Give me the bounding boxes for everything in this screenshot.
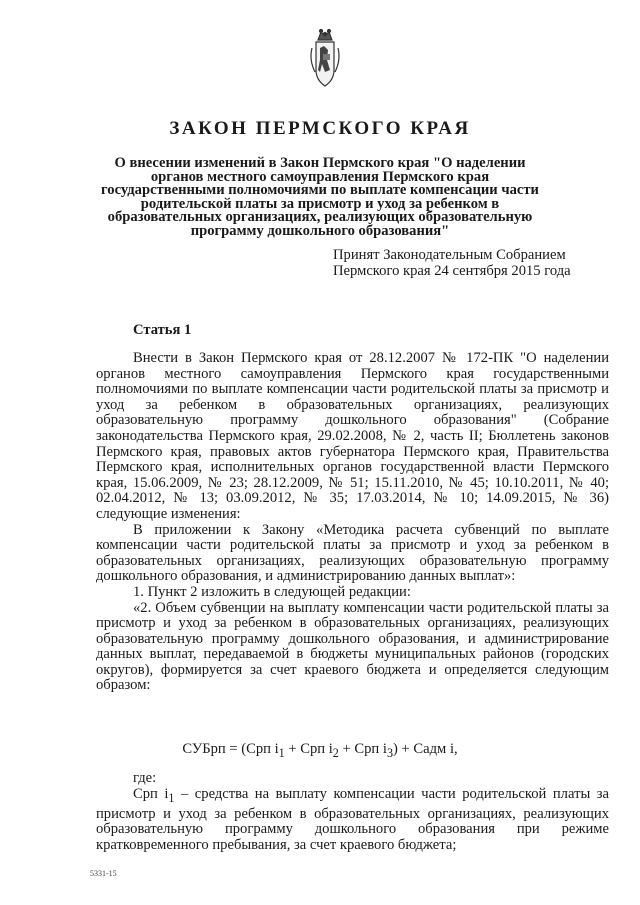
adoption-note: [333, 248, 571, 279]
law-subtitle: О внесении изменений в Закон Пермского края "О наделении органов местного самоуправления Пермского края государственными полномочиями по выплате компенсации части родительской платы за присмотр и уход за ребенком в образовательных организациях, реализующих образовательную программу дошкольного образования": [101, 155, 539, 239]
paragraph-amendment-intro: Внести в Закон Пермского края от 28.12.2007 № 172-ПК "О наделении органов местного самоуправления Пермского края государственными полномочиями по выплате компенсации части родительской платы за присмотр и уход за ребенком в образовательных организациях, реализующих образовательную программу дошкольного образования" (Собрание законодательства Пермского края, 29.02.2008, № 2, часть II; Бюллетень законов Пермского края, правовых актов губернатора Пермского края, Правительства Пермского края, исполнительных органов государственной власти Пермского края, 15.06.2009, № 23; 28.12.2009, № 51; 15.11.2010, № 45; 10.10.2011, № 40; 02.04.2012, № 13; 03.09.2012, № 35; 17.03.2014, № 10; 14.09.2015, № 36) следующие изменения:: [96, 350, 609, 522]
paragraph-item-2-new-text: «2. Объем субвенции на выплату компенсации части родительской платы за присмотр и уход за ребенком в образовательных организациях, реализующих образовательную программу дошкольного образования, и администрирование данных выплат, передаваемой в бюджеты муниципальных районов (городских округов), формируется за счет краевого бюджета и определяется следующим образом:: [96, 599, 609, 694]
adoption-note-line-1: Принят Законодательным Собранием: [333, 247, 566, 263]
definition-block: [96, 787, 609, 853]
paragraph-appendix-intro: В приложении к Закону «Методика расчета субвенций по выплате компенсации части родительской платы за присмотр и уход за ребенком в образовательных организациях, реализующих образовательную программу дошкольного образования, и администрированию данных выплат»:: [96, 521, 609, 585]
subvention-formula: СУБрп = (Срп $i_1$ + Срп $i_2$ + Срп $i_3$) + Садм i,: [182, 741, 458, 760]
adoption-note-line-2: Пермского края 24 сентября 2015 года: [333, 262, 571, 279]
article-heading: Статья 1: [133, 322, 192, 338]
document-code: 5331-15: [90, 869, 117, 878]
where-label: где:: [133, 770, 157, 786]
perm-krai-coat-of-arms-icon: [307, 26, 343, 88]
article-body: [96, 351, 609, 694]
definition-srp-i1: Срп $i_1$ – средства на выплату компенсации части родительской платы за присмотр и уход за ребенком в образовательных организациях, реализующих образовательную программу дошкольного образования при режиме кратковременного пребывания, за счет краевого бюджета;: [96, 786, 609, 853]
law-title: ЗАКОН ПЕРМСКОГО КРАЯ: [169, 118, 471, 139]
paragraph-item-2-instruction: 1. Пункт 2 изложить в следующей редакции:: [133, 583, 411, 600]
